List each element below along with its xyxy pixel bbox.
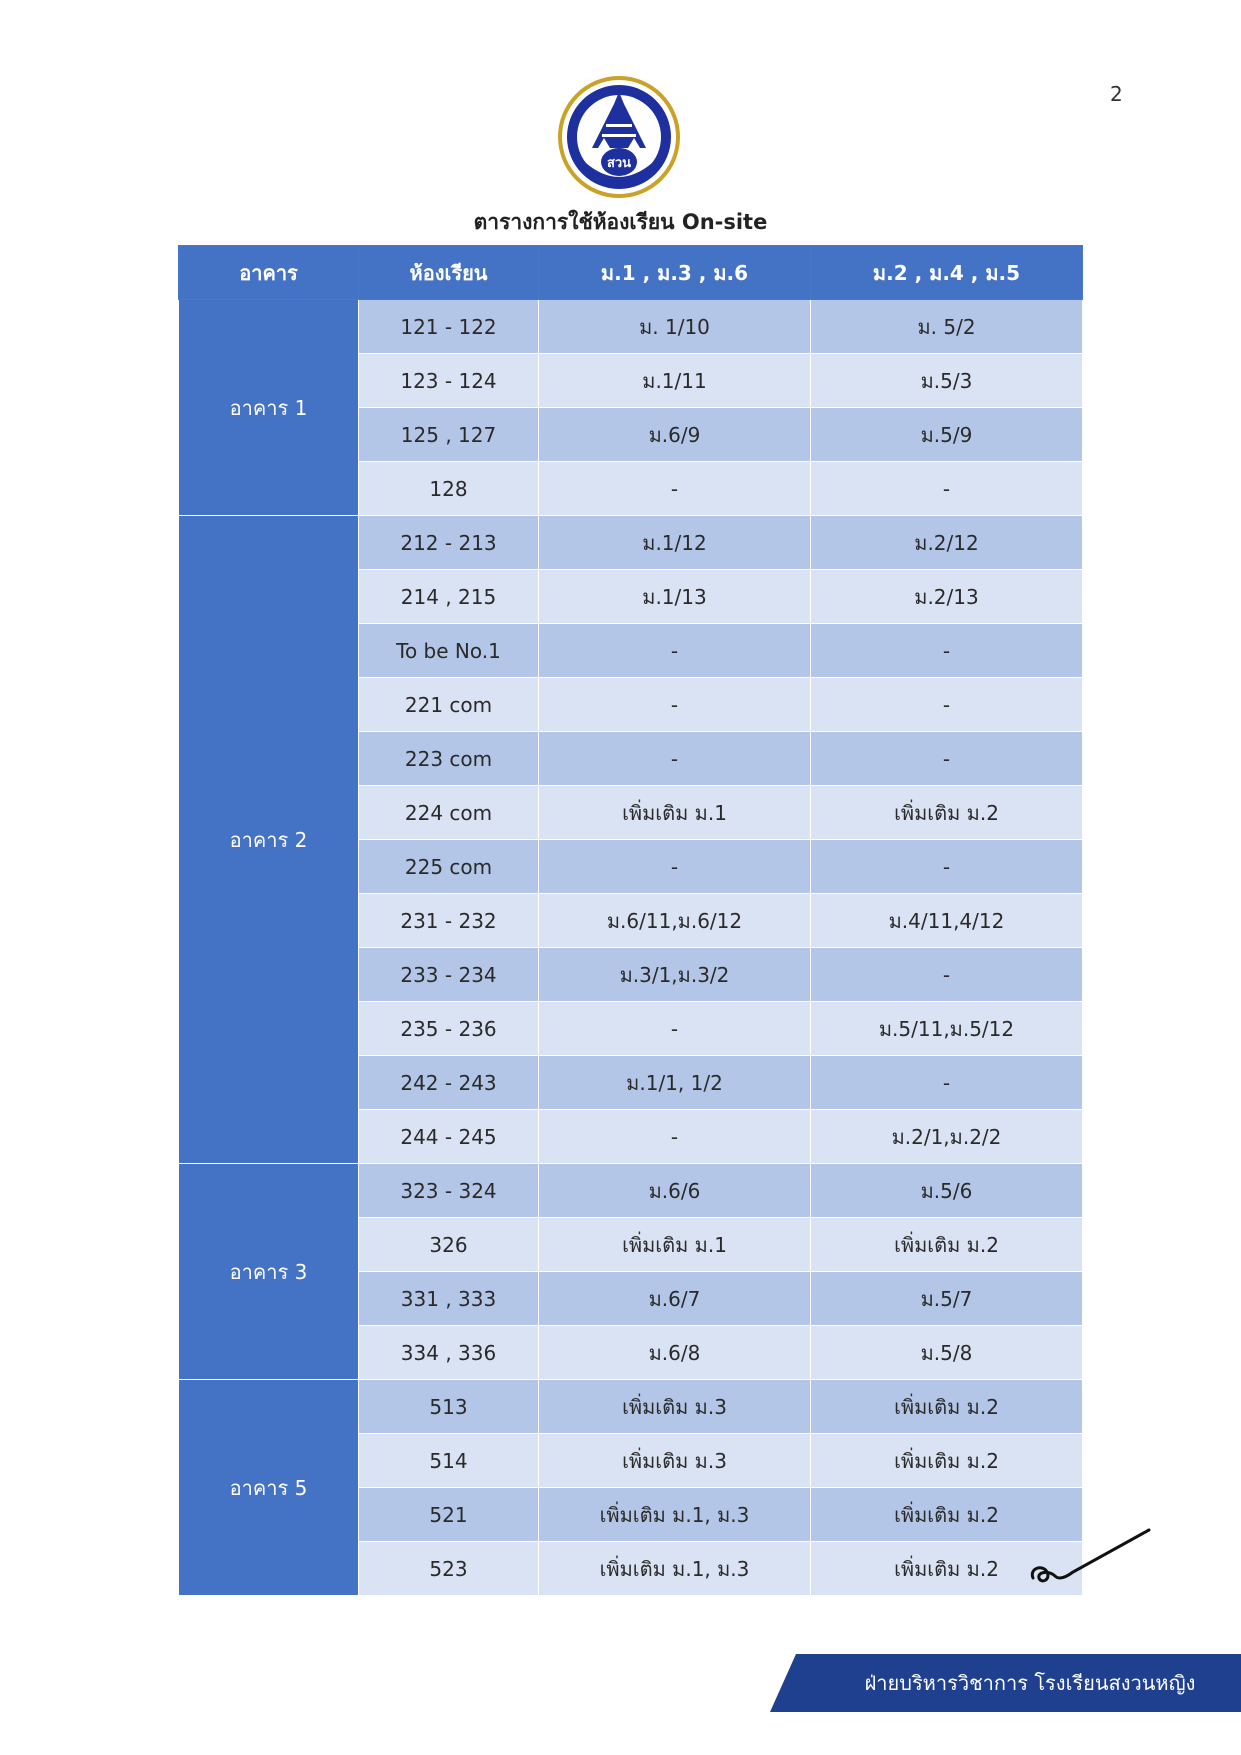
grades-1-3-6-cell: ม.6/7 (539, 1272, 811, 1326)
grades-1-3-6-cell: ม.6/11,ม.6/12 (539, 894, 811, 948)
classroom-schedule-table (178, 245, 1083, 1596)
room-cell: 212 - 213 (359, 516, 539, 570)
grades-1-3-6-cell: เพิ่มเติม ม.1 (539, 1218, 811, 1272)
grades-2-4-5-cell: - (811, 678, 1083, 732)
room-cell: 521 (359, 1488, 539, 1542)
room-cell: 235 - 236 (359, 1002, 539, 1056)
grades-2-4-5-cell: เพิ่มเติม ม.2 (811, 1380, 1083, 1434)
grades-1-3-6-cell: ม.3/1,ม.3/2 (539, 948, 811, 1002)
grades-1-3-6-cell: ม.6/6 (539, 1164, 811, 1218)
grades-2-4-5-cell: เพิ่มเติม ม.2 (811, 1218, 1083, 1272)
room-cell: 334 , 336 (359, 1326, 539, 1380)
school-emblem-icon (556, 74, 682, 200)
room-cell: 231 - 232 (359, 894, 539, 948)
grades-2-4-5-cell: เพิ่มเติม ม.2 (811, 1488, 1083, 1542)
grades-1-3-6-cell: - (539, 840, 811, 894)
grades-2-4-5-cell: ม.5/11,ม.5/12 (811, 1002, 1083, 1056)
grades-1-3-6-cell: - (539, 1110, 811, 1164)
grades-2-4-5-cell: ม.5/3 (811, 354, 1083, 408)
room-cell: 224 com (359, 786, 539, 840)
room-cell: 523 (359, 1542, 539, 1596)
grades-2-4-5-cell: - (811, 1056, 1083, 1110)
room-cell: 331 , 333 (359, 1272, 539, 1326)
grades-2-4-5-cell: ม.5/8 (811, 1326, 1083, 1380)
grades-2-4-5-cell: ม.4/11,4/12 (811, 894, 1083, 948)
room-cell: 225 com (359, 840, 539, 894)
grades-2-4-5-cell: เพิ่มเติม ม.2 (811, 1434, 1083, 1488)
grades-2-4-5-cell: - (811, 462, 1083, 516)
grades-1-3-6-cell: ม.6/8 (539, 1326, 811, 1380)
grades-1-3-6-cell: ม.6/9 (539, 408, 811, 462)
table-body (179, 300, 1083, 1596)
grades-2-4-5-cell: ม.5/6 (811, 1164, 1083, 1218)
grades-1-3-6-cell: - (539, 1002, 811, 1056)
grades-1-3-6-cell: เพิ่มเติม ม.1, ม.3 (539, 1542, 811, 1596)
grades-2-4-5-cell: เพิ่มเติม ม.2 (811, 1542, 1083, 1596)
grades-2-4-5-cell: เพิ่มเติม ม.2 (811, 786, 1083, 840)
room-cell: 123 - 124 (359, 354, 539, 408)
header-grades-2-4-5: ม.2 , ม.4 , ม.5 (811, 246, 1083, 300)
grades-1-3-6-cell: เพิ่มเติม ม.1, ม.3 (539, 1488, 811, 1542)
building-cell: อาคาร 1 (179, 300, 359, 516)
grades-1-3-6-cell: ม. 1/10 (539, 300, 811, 354)
header-room: ห้องเรียน (359, 246, 539, 300)
grades-2-4-5-cell: ม.2/12 (811, 516, 1083, 570)
grades-1-3-6-cell: - (539, 732, 811, 786)
grades-2-4-5-cell: ม.5/9 (811, 408, 1083, 462)
grades-1-3-6-cell: เพิ่มเติม ม.3 (539, 1434, 811, 1488)
room-cell: 125 , 127 (359, 408, 539, 462)
table-header-row (179, 246, 1083, 300)
grades-2-4-5-cell: - (811, 624, 1083, 678)
room-cell: 513 (359, 1380, 539, 1434)
room-cell: 214 , 215 (359, 570, 539, 624)
grades-1-3-6-cell: - (539, 462, 811, 516)
grades-1-3-6-cell: - (539, 678, 811, 732)
room-cell: 223 com (359, 732, 539, 786)
grades-1-3-6-cell: - (539, 624, 811, 678)
page-title: ตารางการใช้ห้องเรียน On-site (473, 210, 768, 234)
table-row (179, 1164, 1083, 1218)
grades-2-4-5-cell: - (811, 732, 1083, 786)
page-number: 2 (1110, 82, 1123, 106)
building-cell: อาคาร 3 (179, 1164, 359, 1380)
handwritten-signature-icon (1025, 1520, 1155, 1600)
footer-text: ฝ่ายบริหารวิชาการ โรงเรียนสงวนหญิง (864, 1671, 1196, 1695)
grades-2-4-5-cell: ม.2/1,ม.2/2 (811, 1110, 1083, 1164)
building-cell: อาคาร 2 (179, 516, 359, 1164)
header-grades-1-3-6: ม.1 , ม.3 , ม.6 (539, 246, 811, 300)
grades-1-3-6-cell: เพิ่มเติม ม.3 (539, 1380, 811, 1434)
building-cell: อาคาร 5 (179, 1380, 359, 1596)
grades-1-3-6-cell: ม.1/11 (539, 354, 811, 408)
room-cell: 128 (359, 462, 539, 516)
room-cell: 244 - 245 (359, 1110, 539, 1164)
room-cell: 221 com (359, 678, 539, 732)
room-cell: 323 - 324 (359, 1164, 539, 1218)
room-cell: 242 - 243 (359, 1056, 539, 1110)
grades-1-3-6-cell: ม.1/12 (539, 516, 811, 570)
grades-2-4-5-cell: ม. 5/2 (811, 300, 1083, 354)
room-cell: 121 - 122 (359, 300, 539, 354)
room-cell: To be No.1 (359, 624, 539, 678)
svg-text:สวน: สวน (606, 156, 632, 171)
room-cell: 514 (359, 1434, 539, 1488)
grades-2-4-5-cell: ม.2/13 (811, 570, 1083, 624)
header-building: อาคาร (179, 246, 359, 300)
room-cell: 326 (359, 1218, 539, 1272)
grades-1-3-6-cell: ม.1/13 (539, 570, 811, 624)
room-cell: 233 - 234 (359, 948, 539, 1002)
grades-1-3-6-cell: เพิ่มเติม ม.1 (539, 786, 811, 840)
grades-1-3-6-cell: ม.1/1, 1/2 (539, 1056, 811, 1110)
table-row (179, 516, 1083, 570)
table-row (179, 1380, 1083, 1434)
grades-2-4-5-cell: - (811, 840, 1083, 894)
table-row (179, 300, 1083, 354)
grades-2-4-5-cell: - (811, 948, 1083, 1002)
grades-2-4-5-cell: ม.5/7 (811, 1272, 1083, 1326)
